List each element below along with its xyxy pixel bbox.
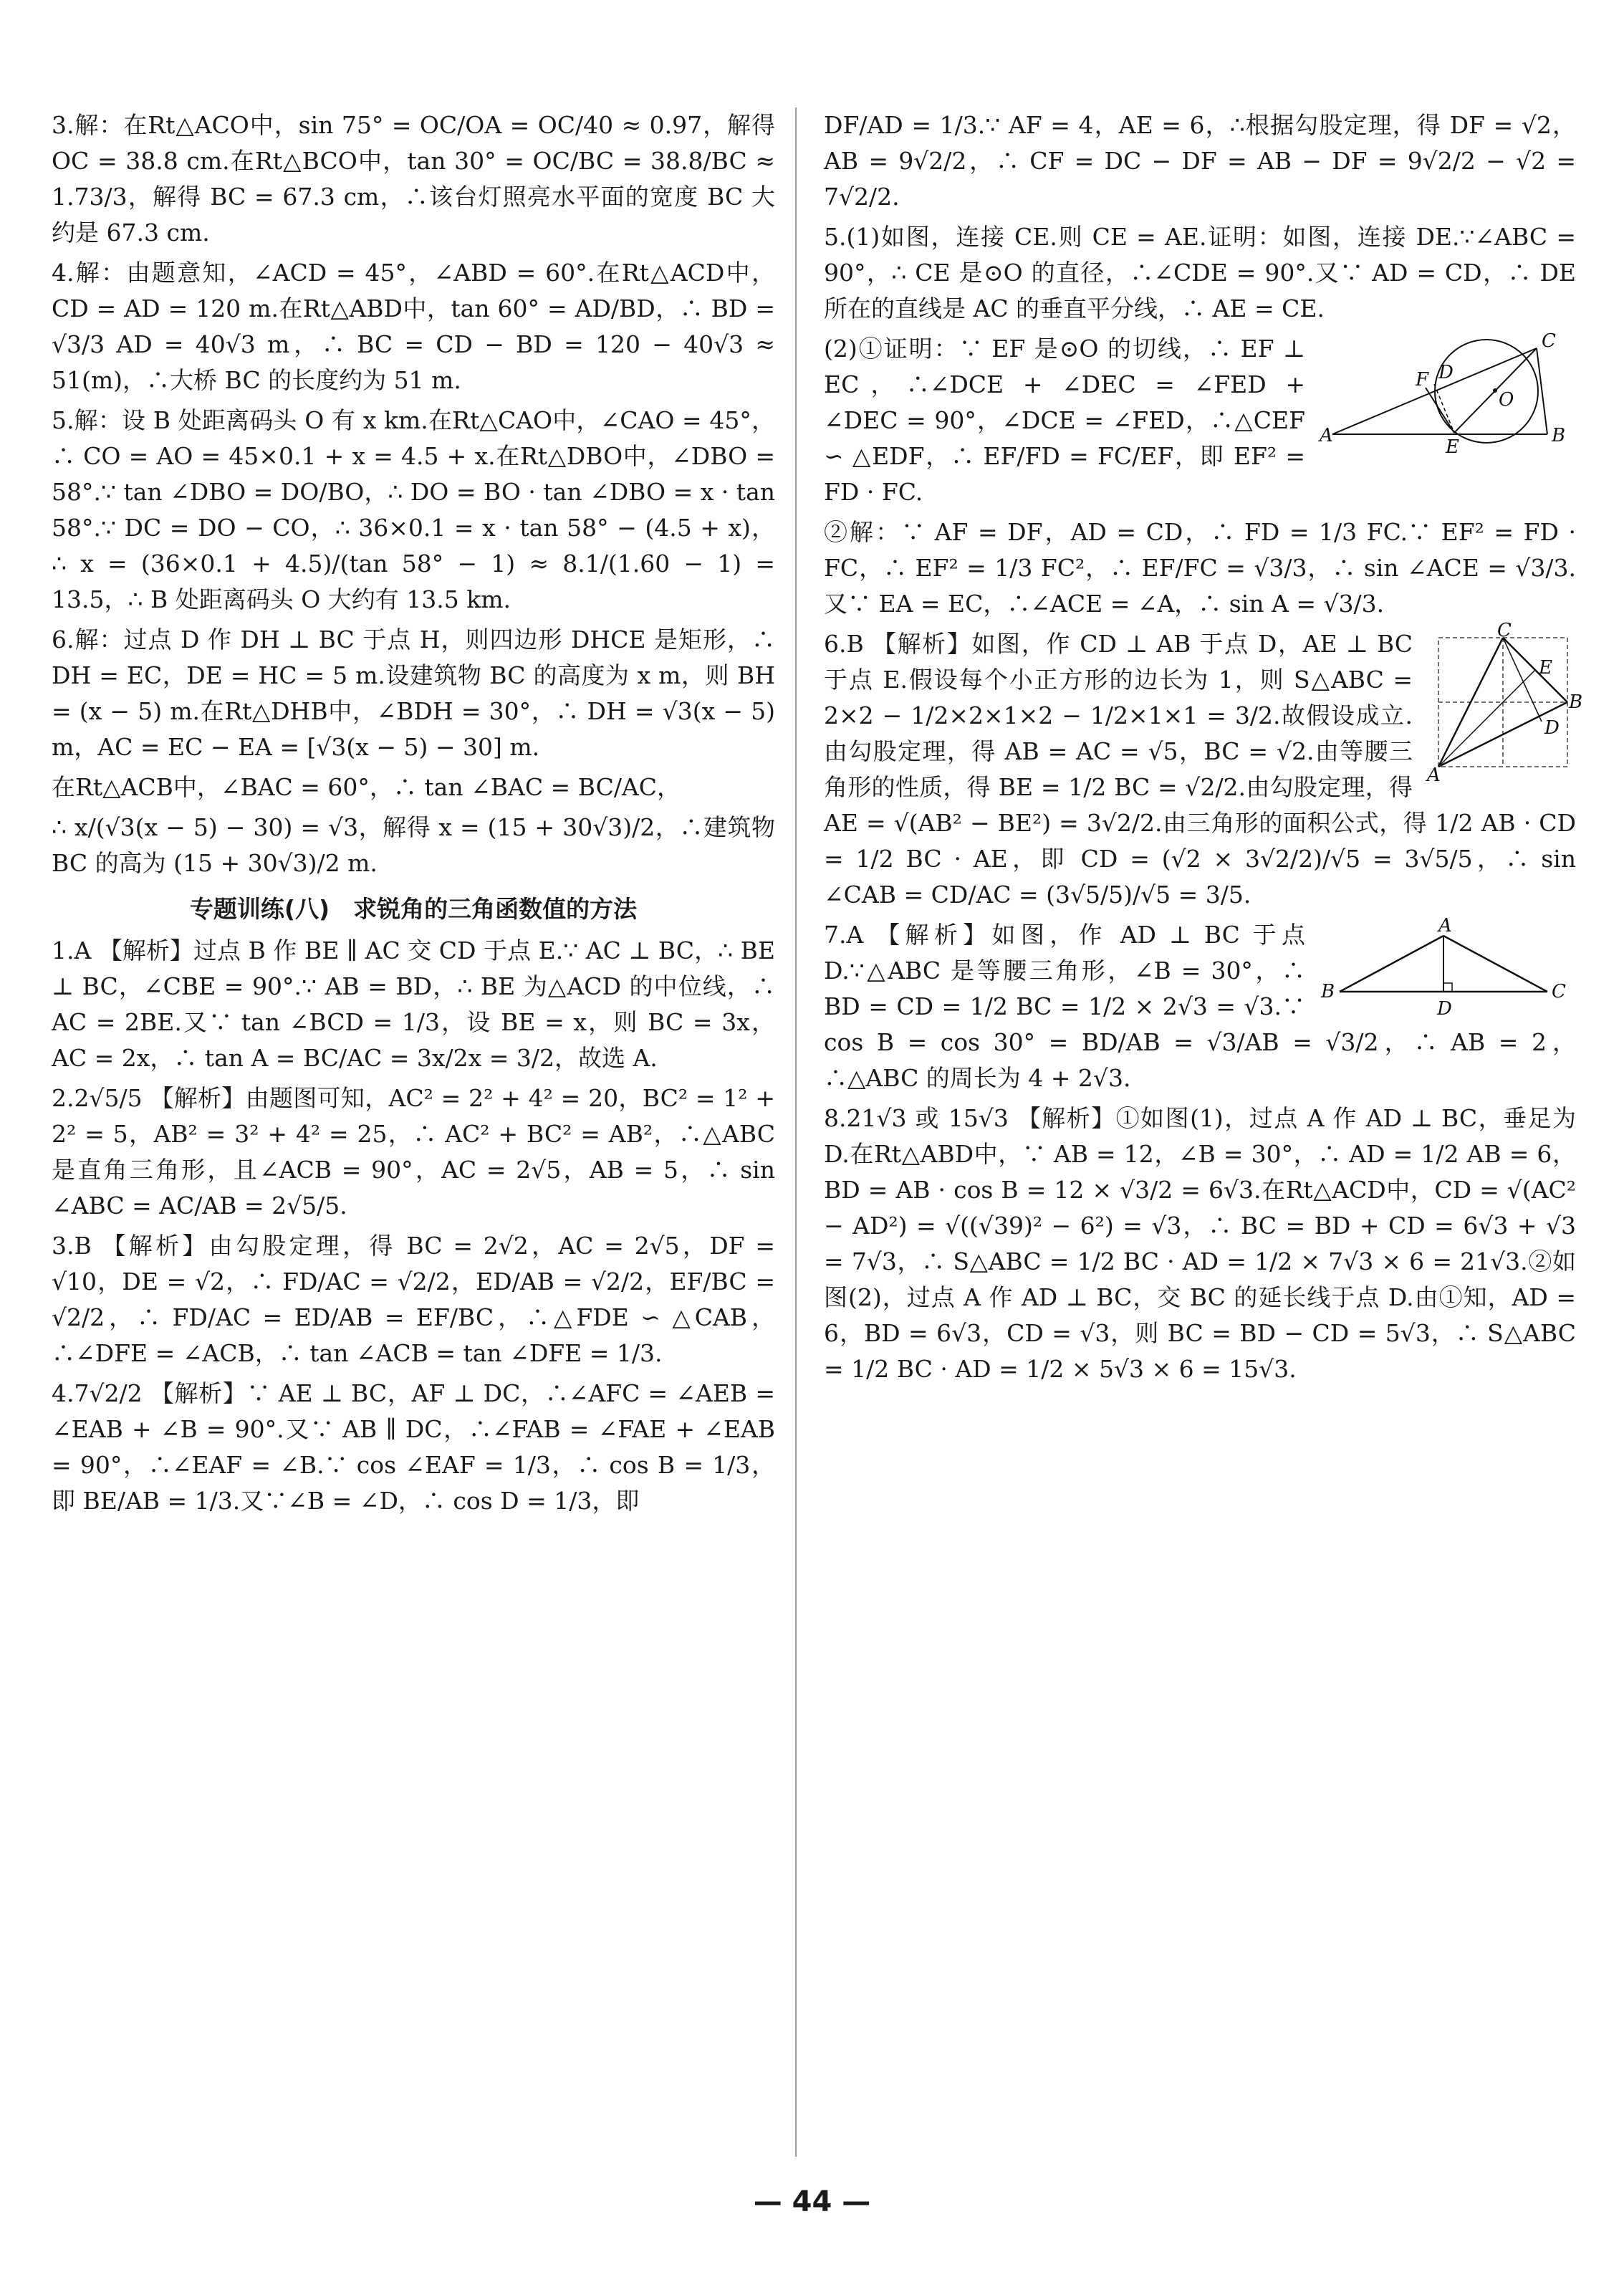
circle-label-c: C: [1542, 330, 1556, 352]
circle-label-o: O: [1499, 389, 1514, 411]
triangle-label-c: C: [1552, 981, 1566, 1002]
circle-figure: [1318, 330, 1576, 458]
left-column: [52, 107, 775, 1523]
grid-figure: [1426, 620, 1583, 787]
answer-8: 8.21√3 或 15√3 【解析】①如图(1)，过点 A 作 AD ⊥ BC，垂足为 D.在Rt△ABD中，∵ AB = 12，∠B = 30°，∴ AD = 1/2 AB = 6，BD = AB · cos B = 12 × √3/2 = 6√3.在Rt△ACD中，CD = √(AC² − AD²) = √((√39)² − 6²) = √3，∴ BC = BD + CD = 6√3 + √3 = 7√3，∴ S△ABC = 1/2 BC · AD = 1/2 × 7√3 × 6 = 21√3.②如图(2)，过点 A 作 AD ⊥ BC，交 BC 的延长线于点 D.由①知，AD = 6，BD = 6√3，CD = √3，则 BC = BD − CD = 5√3，∴ S△ABC = 1/2 BC · AD = 1/2 × 5√3 × 6 = 15√3.: [824, 1104, 1576, 1383]
circle-label-b: B: [1552, 425, 1566, 446]
solution-6: 6.解：过点 D 作 DH ⊥ BC 于点 H，则四边形 DHCE 是矩形，∴ DH = EC，DE = HC = 5 m.设建筑物 BC 的高度为 x m，则 BH = (x − 5) m.在Rt△DHB中，∠BDH = 30°，∴ DH = √3(x − 5) m，AC = EC − EA = [√3(x − 5) − 30] m.: [52, 626, 775, 761]
triangle-label-b: B: [1321, 981, 1335, 1002]
grid-label-e: E: [1539, 657, 1552, 679]
grid-label-c: C: [1497, 620, 1512, 641]
circle-label-a: A: [1320, 425, 1333, 446]
right-column: [824, 107, 1583, 1391]
circle-label-d: D: [1438, 362, 1454, 383]
section-title: 专题训练(八) 求锐角的三角函数值的方法: [189, 895, 638, 923]
column-divider: [795, 107, 797, 2157]
triangle-label-a: A: [1438, 915, 1452, 936]
page-number: — 44 —: [753, 2185, 871, 2218]
answer-4-continued: DF/AD = 1/3.∵ AF = 4，AE = 6，∴根据勾股定理，得 DF = √2，AB = 9√2/2，∴ CF = DC − DF = AB − DF = 9√2/2 − √2 = 7√2/2.: [824, 111, 1576, 211]
answer-6: 6.B 【解析】如图，作 CD ⊥ AB 于点 D，AE ⊥ BC 于点 E.假设每个小正方形的边长为 1，则 S△ABC = 2×2 − 1/2×2×1×2 − 1/2×1×1 = 3/2.故假设成立.由勾股定理，得 AB = AC = √5，BC = √2.由等腰三角形的性质，得 BE = 1/2 BC = √2/2.由勾股定理，得 AE = √(AB² − BE²) = 3√2/2.由三角形的面积公式，得 1/2 AB · CD = 1/2 BC · AE，即 CD = (√2 × 3√2/2)/√5 = 3√5/5，∴ sin ∠CAB = CD/AC = (3√5/5)/√5 = 3/5.: [824, 630, 1576, 909]
answer-1: 1.A 【解析】过点 B 作 BE ∥ AC 交 CD 于点 E.∵ AC ⊥ BC，∴ BE ⊥ BC，∠CBE = 90°.∵ AB = BD，∴ BE 为△ACD 的中位线，∴ AC = 2BE.又∵ tan ∠BCD = 1/3，设 BE = x，则 BC = 3x，AC = 2x，∴ tan A = BC/AC = 3x/2x = 3/2，故选 A.: [52, 936, 775, 1072]
solution-6-step: 在Rt△ACB中，∠BAC = 60°，∴ tan ∠BAC = BC/AC，: [52, 773, 681, 801]
grid-label-d: D: [1544, 717, 1560, 739]
answer-4: 4.7√2/2 【解析】∵ AE ⊥ BC，AF ⊥ DC，∴∠AFC = ∠AEB = ∠EAB + ∠B = 90°.又∵ AB ∥ DC，∴∠FAB = ∠FAE + ∠EAB = 90°，∴∠EAF = ∠B.∵ cos ∠EAF = 1/3，∴ cos B = 1/3，即 BE/AB = 1/3.又∵∠B = ∠D，∴ cos D = 1/3，即: [52, 1379, 775, 1515]
triangle-label-d: D: [1437, 998, 1452, 1020]
solution-6-result: ∴ x/(√3(x − 5) − 30) = √3，解得 x = (15 + 30√3)/2，∴建筑物 BC 的高为 (15 + 30√3)/2 m.: [52, 813, 775, 877]
solution-3: 3.解：在Rt△ACO中，sin 75° = OC/OA = OC/40 ≈ 0.97，解得 OC = 38.8 cm.在Rt△BCO中，tan 30° = OC/BC = 38.8/BC ≈ 1.73/3，解得 BC = 67.3 cm，∴该台灯照亮水平面的宽度 BC 大约是 67.3 cm.: [52, 111, 775, 246]
answer-7: 7.A 【解析】如图，作 AD ⊥ BC 于点 D.∵△ABC 是等腰三角形，∠B = 30°，∴ BD = CD = 1/2 BC = 1/2 × 2√3 = √3.∵ cos B = cos 30° = BD/AB = √3/AB = √3/2，∴ AB = 2，∴△ABC 的周长为 4 + 2√3.: [824, 921, 1576, 1092]
solution-5-part1: 5.(1)如图，连接 CE.则 CE = AE.证明：如图，连接 DE.∵∠ABC = 90°，∴ CE 是⊙O 的直径，∴∠CDE = 90°.又∵ AD = CD，∴ DE 所在的直线是 AC 的垂直平分线，∴ AE = CE.: [824, 223, 1576, 322]
answer-2: 2.2√5/5 【解析】由题图可知，AC² = 2² + 4² = 20，BC² = 1² + 2² = 5，AB² = 3² + 4² = 25，∴ AC² + BC² = AB²，∴△ABC 是直角三角形，且∠ACB = 90°，AC = 2√5，AB = 5，∴ sin ∠ABC = AC/AB = 2√5/5.: [52, 1084, 775, 1220]
grid-label-b: B: [1569, 691, 1583, 713]
circle-label-e: E: [1446, 436, 1459, 458]
triangle-figure: [1318, 915, 1576, 1020]
solution-5: 5.解：设 B 处距离码头 O 有 x km.在Rt△CAO中，∠CAO = 45°，∴ CO = AO = 45×0.1 + x = 4.5 + x.在Rt△DBO中，∠DBO = 58°.∵ tan ∠DBO = DO/BO，∴ DO = BO · tan ∠DBO = x · tan 58°.∵ DC = DO − CO，∴ 36×0.1 = x · tan 58° − (4.5 + x)，∴ x = (36×0.1 + 4.5)/(tan 58° − 1) ≈ 8.1/(1.60 − 1) = 13.5，∴ B 处距离码头 O 大约有 13.5 km.: [52, 406, 775, 613]
solution-4: 4.解：由题意知，∠ACD = 45°，∠ABD = 60°.在Rt△ACD中，CD = AD = 120 m.在Rt△ABD中，tan 60° = AD/BD，∴ BD = √3/3 AD = 40√3 m，∴ BC = CD − BD = 120 − 40√3 ≈ 51(m)，∴大桥 BC 的长度约为 51 m.: [52, 259, 775, 394]
solution-5-part3: ②解：∵ AF = DF，AD = CD，∴ FD = 1/3 FC.∵ EF² = FD · FC，∴ EF² = 1/3 FC²，∴ EF/FC = √3/3，∴ sin ∠ACE = √3/3.又∵ EA = EC，∴∠ACE = ∠A，∴ sin A = √3/3.: [824, 518, 1576, 618]
grid-label-a: A: [1427, 765, 1441, 786]
solution-5-part2: (2)①证明：∵ EF 是⊙O 的切线，∴ EF ⊥ EC，∴∠DCE + ∠DEC = ∠FED + ∠DEC = 90°，∠DCE = ∠FED，∴△CEF ∽ △EDF，∴ EF/FD = FC/EF，即 EF² = FD · FC.: [824, 335, 1305, 506]
answer-3: 3.B 【解析】由勾股定理，得 BC = 2√2，AC = 2√5，DF = √10，DE = √2，∴ FD/AC = √2/2，ED/AB = √2/2，EF/BC = √2/2，∴ FD/AC = ED/AB = EF/BC，∴△FDE ∽ △CAB，∴∠DFE = ∠ACB，∴ tan ∠ACB = tan ∠DFE = 1/3.: [52, 1232, 775, 1367]
circle-label-f: F: [1416, 369, 1429, 391]
